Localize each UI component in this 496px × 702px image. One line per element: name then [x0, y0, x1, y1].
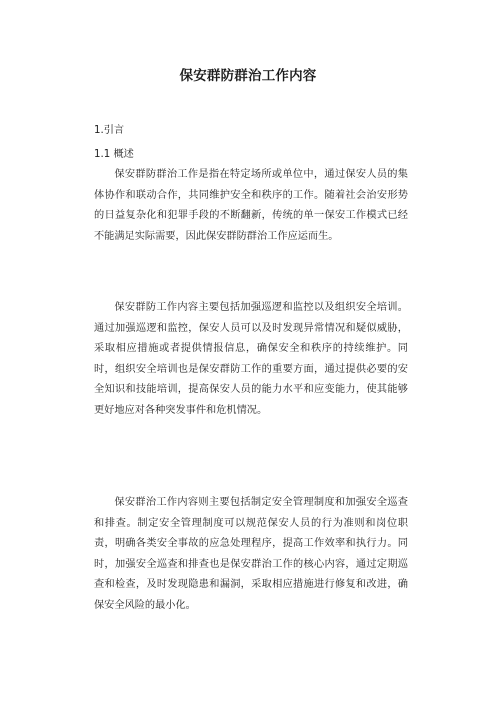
paragraph-group-prevention: 保安群防工作内容主要包括加强巡逻和监控以及组织安全培训。通过加强巡逻和监控，保安人员可以及时发现异常情况和疑似威胁，采取相应措施或者提供情报信息，确保安全和秩序的持续维护。同时，组织安全培训也是保安群防工作的重要方面，通过提供必要的安全知识和技能培训，提高保安人员的能力水平和应变能力，使其能够更好地应对各种突发事件和危机情况。: [94, 302, 408, 416]
subsection-heading: 1.1 概述: [94, 149, 134, 160]
section-heading: 1.引言: [94, 125, 125, 136]
document-title: 保安群防群治工作内容: [179, 68, 317, 84]
paragraph-group-governance: 保安群治工作内容则主要包括制定安全管理制度和加强安全巡查和排查。制定安全管理制度可以规范保安人员的行为准则和岗位职责，明确各类安全事故的应急处理程序，提高工作效率和执行力。同时，加强安全巡查和排查也是保安群治工作的核心内容，通过定期巡查和检查，及时发现隐患和漏洞，采取相应措施进行修复和改进，确保安全风险的最小化。: [94, 497, 408, 611]
paragraph-overview: 保安群防群治工作是指在特定场所或单位中，通过保安人员的集体协作和联动合作，共同维护安全和秩序的工作。随着社会治安形势的日益复杂化和犯罪手段的不断翻新，传统的单一保安工作模式已经不能满足实际需要，因此保安群防群治工作应运而生。: [94, 169, 408, 242]
